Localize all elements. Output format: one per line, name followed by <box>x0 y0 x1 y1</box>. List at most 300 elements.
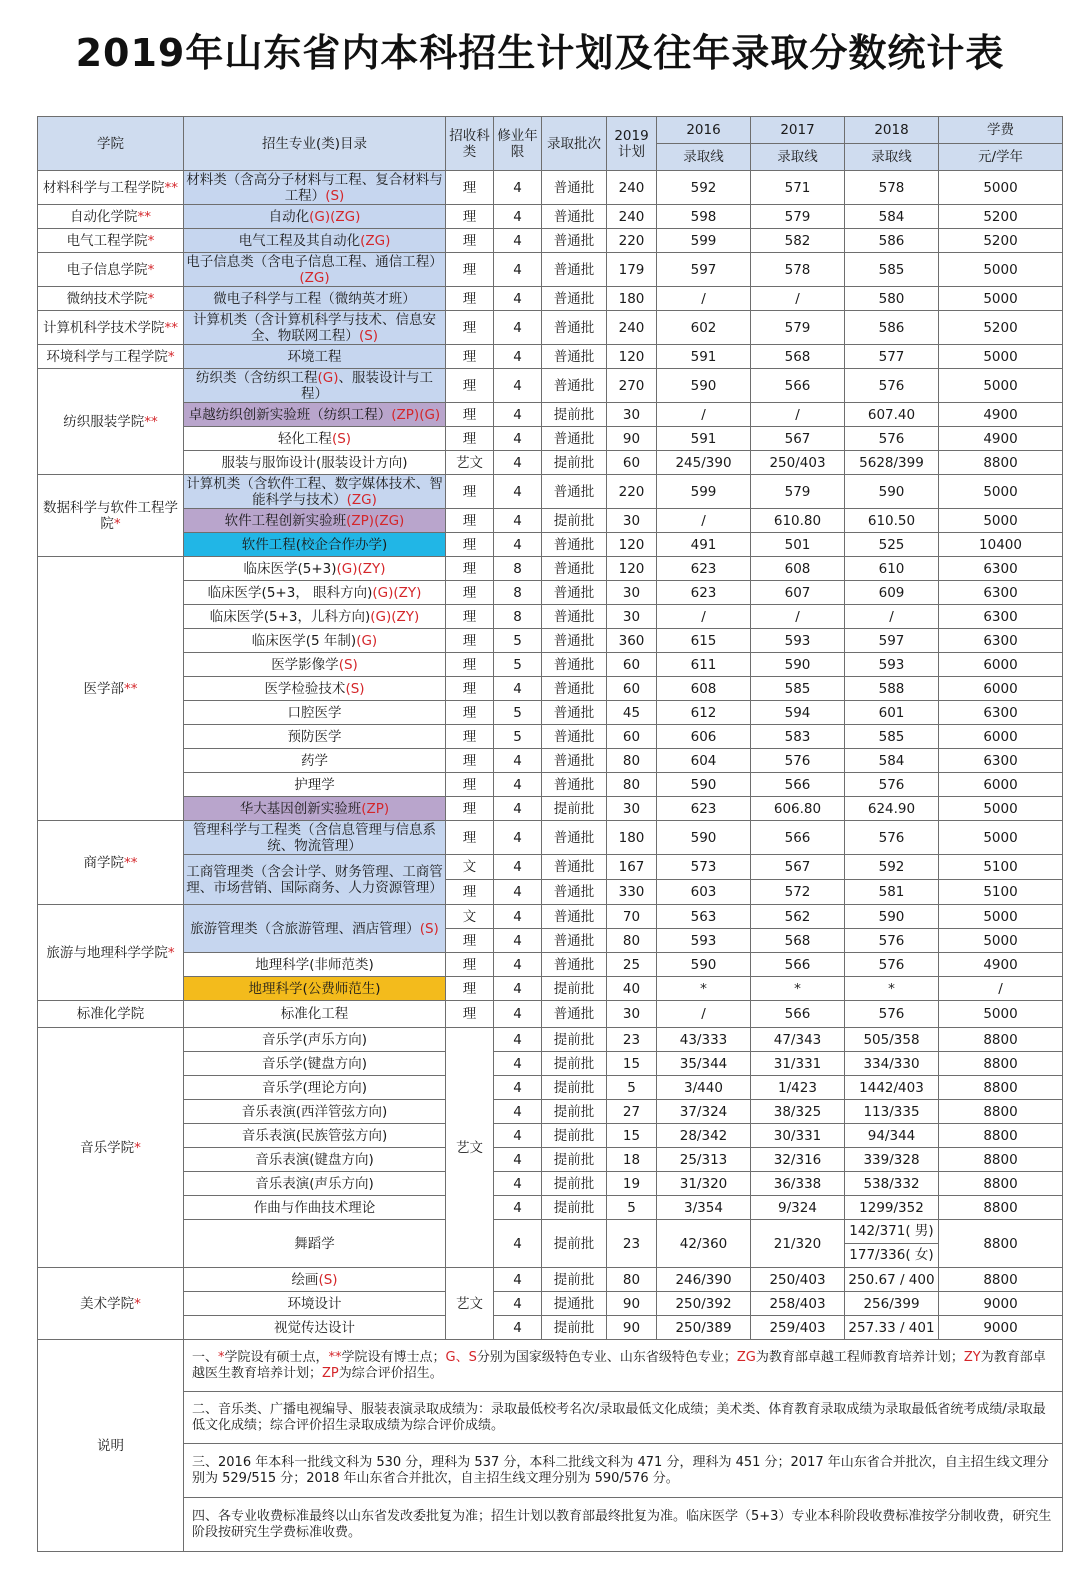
score-2016-cell: 3/440 <box>657 1076 751 1100</box>
table-row <box>38 749 1063 773</box>
score-2017-cell: 1/423 <box>751 1076 845 1100</box>
score-2017-cell: 566 <box>751 369 845 403</box>
score-2016-cell: 606 <box>657 725 751 749</box>
subject-cell: 理 <box>446 773 494 797</box>
score-2016-cell: 42/360 <box>657 1220 751 1268</box>
college-cell: 计算机科学技术学院** <box>38 311 184 345</box>
subject-cell: 艺文 <box>446 451 494 475</box>
table-row <box>38 427 1063 451</box>
score-2018-cell: 257.33 / 401 <box>845 1316 939 1340</box>
score-2016-cell: 590 <box>657 953 751 977</box>
batch-cell: 提通批 <box>542 1292 607 1316</box>
table-row <box>38 1124 1063 1148</box>
years-cell: 4 <box>494 475 542 509</box>
header-plan: 2019计划 <box>607 117 657 171</box>
score-2017-cell: 38/325 <box>751 1100 845 1124</box>
major-cell: 临床医学(5+3，儿科方向)(G)(ZY) <box>184 605 446 629</box>
major-cell: 音乐表演(西洋管弦方向) <box>184 1100 446 1124</box>
score-2016-cell: 608 <box>657 677 751 701</box>
fee-cell: 6000 <box>939 773 1063 797</box>
fee-cell: 5100 <box>939 880 1063 905</box>
major-cell: 临床医学(5+3， 眼科方向)(G)(ZY) <box>184 581 446 605</box>
score-2018-cell: 601 <box>845 701 939 725</box>
note-3: 三、2016 年本科一批线文科为 530 分，理科为 537 分，本科二批线文科为 471 分，理科为 451 分；2017 年山东省合并批次，自主招生线文理分别为 529/515 分；2018 年山东省合并批次，自主招生线文理分别为 590/576 分。 <box>184 1444 1063 1498</box>
batch-cell: 普通批 <box>542 821 607 855</box>
score-2018-cell: 113/335 <box>845 1100 939 1124</box>
score-2016-cell: 246/390 <box>657 1268 751 1292</box>
header-line-2016: 录取线 <box>657 144 751 171</box>
plan-cell: 45 <box>607 701 657 725</box>
years-cell: 4 <box>494 287 542 311</box>
table-row <box>38 509 1063 533</box>
plan-cell: 30 <box>607 509 657 533</box>
header-2017: 2017 <box>751 117 845 144</box>
score-2018-cell: 256/399 <box>845 1292 939 1316</box>
score-2018-cell: 578 <box>845 171 939 205</box>
batch-cell: 普通批 <box>542 475 607 509</box>
college-cell: 旅游与地理科学学院* <box>38 905 184 1001</box>
fee-cell: 6000 <box>939 653 1063 677</box>
score-2017-cell: 593 <box>751 629 845 653</box>
plan-cell: 5 <box>607 1076 657 1100</box>
table-row <box>38 629 1063 653</box>
score-2018-cell: 577 <box>845 345 939 369</box>
major-cell: 音乐学(键盘方向) <box>184 1052 446 1076</box>
score-2016-cell: 599 <box>657 475 751 509</box>
score-2018-cell: 580 <box>845 287 939 311</box>
major-cell: 音乐学(理论方向) <box>184 1076 446 1100</box>
batch-cell: 普通批 <box>542 345 607 369</box>
fee-cell: 8800 <box>939 1172 1063 1196</box>
batch-cell: 普通批 <box>542 701 607 725</box>
score-2018-cell: 610.50 <box>845 509 939 533</box>
batch-cell: 普通批 <box>542 773 607 797</box>
score-2017-cell: 583 <box>751 725 845 749</box>
score-2016-cell: 250/389 <box>657 1316 751 1340</box>
years-cell: 4 <box>494 1124 542 1148</box>
score-2018-cell: 576 <box>845 369 939 403</box>
batch-cell: 提前批 <box>542 1316 607 1340</box>
batch-cell: 普通批 <box>542 205 607 229</box>
table-row <box>38 311 1063 345</box>
batch-cell: 提前批 <box>542 1100 607 1124</box>
subject-cell: 理 <box>446 653 494 677</box>
score-2018-cell: 576 <box>845 773 939 797</box>
batch-cell: 普通批 <box>542 533 607 557</box>
major-cell: 材料类（含高分子材料与工程、复合材料与工程）(S) <box>184 171 446 205</box>
score-2018-cell: 584 <box>845 205 939 229</box>
score-2017-cell: 566 <box>751 821 845 855</box>
score-2016-cell: 592 <box>657 171 751 205</box>
score-2018-cell: 588 <box>845 677 939 701</box>
years-cell: 5 <box>494 725 542 749</box>
plan-cell: 90 <box>607 1316 657 1340</box>
score-2016-cell: 491 <box>657 533 751 557</box>
score-2018-cell: 607.40 <box>845 403 939 427</box>
major-cell: 视觉传达设计 <box>184 1316 446 1340</box>
score-2018-cell: 1299/352 <box>845 1196 939 1220</box>
batch-cell: 普通批 <box>542 287 607 311</box>
major-cell: 旅游管理类（含旅游管理、酒店管理）(S) <box>184 905 446 953</box>
batch-cell: 普通批 <box>542 605 607 629</box>
major-cell: 纺织类（含纺织工程(G)、服装设计与工程） <box>184 369 446 403</box>
fee-cell: 8800 <box>939 1052 1063 1076</box>
score-2017-cell: 590 <box>751 653 845 677</box>
batch-cell: 普通批 <box>542 880 607 905</box>
table-row <box>38 725 1063 749</box>
score-2018-cell: 576 <box>845 821 939 855</box>
plan-cell: 60 <box>607 677 657 701</box>
note-4: 四、各专业收费标准最终以山东省发改委批复为准；招生计划以教育部最终批复为准。临床医学（5+3）专业本科阶段收费标准按学分制收费，研究生阶段按研究生学费标准收费。 <box>184 1498 1063 1552</box>
major-cell: 预防医学 <box>184 725 446 749</box>
plan-cell: 220 <box>607 229 657 253</box>
major-cell: 音乐表演(声乐方向) <box>184 1172 446 1196</box>
years-cell: 4 <box>494 345 542 369</box>
plan-cell: 330 <box>607 880 657 905</box>
table-row <box>38 475 1063 509</box>
score-2017-cell: 585 <box>751 677 845 701</box>
years-cell: 4 <box>494 1052 542 1076</box>
score-2016-cell: 37/324 <box>657 1100 751 1124</box>
years-cell: 4 <box>494 880 542 905</box>
subject-cell: 理 <box>446 581 494 605</box>
score-2017-cell: 608 <box>751 557 845 581</box>
subject-cell: 文 <box>446 855 494 880</box>
score-2018-cell: 590 <box>845 475 939 509</box>
major-cell: 绘画(S) <box>184 1268 446 1292</box>
years-cell: 4 <box>494 977 542 1001</box>
batch-cell: 提前批 <box>542 509 607 533</box>
plan-cell: 80 <box>607 773 657 797</box>
table-row <box>38 821 1063 855</box>
years-cell: 4 <box>494 797 542 821</box>
major-cell: 地理科学(公费师范生) <box>184 977 446 1001</box>
score-2018-cell: 538/332 <box>845 1172 939 1196</box>
table-row <box>38 1292 1063 1316</box>
score-2016-cell: 602 <box>657 311 751 345</box>
score-2016-cell: 563 <box>657 905 751 929</box>
plan-cell: 80 <box>607 749 657 773</box>
batch-cell: 普通批 <box>542 171 607 205</box>
score-2016-cell: / <box>657 287 751 311</box>
plan-cell: 30 <box>607 403 657 427</box>
years-cell: 4 <box>494 253 542 287</box>
years-cell: 4 <box>494 1268 542 1292</box>
score-2018-cell: 576 <box>845 427 939 451</box>
note-1: 一、*学院设有硕士点，**学院设有博士点；G、S分别为国家级特色专业、山东省级特色专业；ZG为教育部卓越工程师教育培养计划；ZY为教育部卓越医生教育培养计划；ZP为综合评价招生。 <box>184 1340 1063 1392</box>
batch-cell: 提前批 <box>542 1052 607 1076</box>
subject-cell: 理 <box>446 749 494 773</box>
table-row <box>38 797 1063 821</box>
plan-cell: 179 <box>607 253 657 287</box>
score-2017-cell: 36/338 <box>751 1172 845 1196</box>
score-2017-cell: 32/316 <box>751 1148 845 1172</box>
score-2016-cell: 245/390 <box>657 451 751 475</box>
score-2018-cell: 576 <box>845 953 939 977</box>
plan-cell: 23 <box>607 1028 657 1052</box>
fee-cell: 5200 <box>939 229 1063 253</box>
major-cell: 作曲与作曲技术理论 <box>184 1196 446 1220</box>
major-cell: 工商管理类（含会计学、财务管理、工商管理、市场营销、国际商务、人力资源管理） <box>184 855 446 905</box>
years-cell: 4 <box>494 403 542 427</box>
score-2016-cell: 35/344 <box>657 1052 751 1076</box>
score-2016-cell: 591 <box>657 427 751 451</box>
plan-cell: 167 <box>607 855 657 880</box>
batch-cell: 提前批 <box>542 1028 607 1052</box>
plan-cell: 25 <box>607 953 657 977</box>
score-2017-cell: 607 <box>751 581 845 605</box>
plan-cell: 40 <box>607 977 657 1001</box>
score-2018-cell: * <box>845 977 939 1001</box>
score-2016-cell: 31/320 <box>657 1172 751 1196</box>
score-2018-cell: 593 <box>845 653 939 677</box>
score-2017-cell: 610.80 <box>751 509 845 533</box>
plan-cell: 220 <box>607 475 657 509</box>
score-2016-cell: 593 <box>657 929 751 953</box>
major-cell: 华大基因创新实验班(ZP) <box>184 797 446 821</box>
college-cell: 医学部** <box>38 557 184 821</box>
major-cell: 管理科学与工程类（含信息管理与信息系统、物流管理） <box>184 821 446 855</box>
score-2018-cell: 586 <box>845 229 939 253</box>
score-2017-cell: 579 <box>751 205 845 229</box>
batch-cell: 普通批 <box>542 369 607 403</box>
subject-cell: 理 <box>446 821 494 855</box>
fee-cell: 4900 <box>939 427 1063 451</box>
years-cell: 4 <box>494 1172 542 1196</box>
major-cell: 卓越纺织创新实验班（纺织工程）(ZP)(G) <box>184 403 446 427</box>
batch-cell: 普通批 <box>542 629 607 653</box>
college-cell: 自动化学院** <box>38 205 184 229</box>
fee-cell: 6300 <box>939 701 1063 725</box>
table-row <box>38 451 1063 475</box>
batch-cell: 提前批 <box>542 1196 607 1220</box>
fee-cell: 10400 <box>939 533 1063 557</box>
subject-cell: 理 <box>446 953 494 977</box>
score-2018-cell: 609 <box>845 581 939 605</box>
subject-cell: 理 <box>446 629 494 653</box>
plan-cell: 270 <box>607 369 657 403</box>
score-2016-cell: 623 <box>657 557 751 581</box>
major-cell: 音乐表演(键盘方向) <box>184 1148 446 1172</box>
fee-cell: 8800 <box>939 1148 1063 1172</box>
score-2018-cell: 592 <box>845 855 939 880</box>
batch-cell: 普通批 <box>542 725 607 749</box>
years-cell: 4 <box>494 229 542 253</box>
college-cell: 美术学院* <box>38 1268 184 1340</box>
score-2016-cell: 615 <box>657 629 751 653</box>
fee-cell: 6300 <box>939 605 1063 629</box>
college-cell: 音乐学院* <box>38 1028 184 1268</box>
subject-cell: 艺文 <box>446 1028 494 1268</box>
major-cell: 微电子科学与工程（微纳英才班） <box>184 287 446 311</box>
years-cell: 4 <box>494 677 542 701</box>
score-2018-cell: 334/330 <box>845 1052 939 1076</box>
years-cell: 4 <box>494 1316 542 1340</box>
table-row <box>38 557 1063 581</box>
plan-cell: 19 <box>607 1172 657 1196</box>
score-2018-cell: 1442/403 <box>845 1076 939 1100</box>
score-2016-cell: 250/392 <box>657 1292 751 1316</box>
score-2017-cell: 566 <box>751 773 845 797</box>
subject-cell: 理 <box>446 701 494 725</box>
years-cell: 4 <box>494 205 542 229</box>
score-2017-cell: 606.80 <box>751 797 845 821</box>
score-2017-cell: / <box>751 403 845 427</box>
subject-cell: 理 <box>446 475 494 509</box>
fee-cell: 6000 <box>939 677 1063 701</box>
plan-cell: 240 <box>607 311 657 345</box>
plan-cell: 80 <box>607 1268 657 1292</box>
table-row <box>38 1076 1063 1100</box>
score-2017-cell: 259/403 <box>751 1316 845 1340</box>
fee-cell: 8800 <box>939 1124 1063 1148</box>
table-row <box>38 229 1063 253</box>
major-cell: 药学 <box>184 749 446 773</box>
fee-cell: 5000 <box>939 797 1063 821</box>
college-cell: 微纳技术学院* <box>38 287 184 311</box>
score-2017-cell: 594 <box>751 701 845 725</box>
score-2017-cell: 30/331 <box>751 1124 845 1148</box>
table-row <box>38 369 1063 403</box>
years-cell: 4 <box>494 311 542 345</box>
score-2018-cell: 624.90 <box>845 797 939 821</box>
batch-cell: 普通批 <box>542 253 607 287</box>
plan-cell: 240 <box>607 205 657 229</box>
fee-cell: 5000 <box>939 1001 1063 1028</box>
years-cell: 4 <box>494 905 542 929</box>
fee-cell: 8800 <box>939 1268 1063 1292</box>
subject-cell: 理 <box>446 345 494 369</box>
table-row <box>38 1220 1063 1268</box>
major-cell: 医学影像学(S) <box>184 653 446 677</box>
score-2016-cell: 591 <box>657 345 751 369</box>
major-cell: 软件工程创新实验班(ZP)(ZG) <box>184 509 446 533</box>
score-2016-cell: 599 <box>657 229 751 253</box>
years-cell: 4 <box>494 1100 542 1124</box>
major-cell: 环境工程 <box>184 345 446 369</box>
fee-cell: 5000 <box>939 287 1063 311</box>
score-2018-cell: 505/358 <box>845 1028 939 1052</box>
score-2017-cell: / <box>751 287 845 311</box>
subject-cell: 理 <box>446 977 494 1001</box>
table-row <box>38 653 1063 677</box>
major-cell: 医学检验技术(S) <box>184 677 446 701</box>
header-line-2017: 录取线 <box>751 144 845 171</box>
batch-cell: 提前批 <box>542 1172 607 1196</box>
major-cell: 舞蹈学 <box>184 1220 446 1268</box>
fee-cell: 5000 <box>939 475 1063 509</box>
score-2016-cell: 612 <box>657 701 751 725</box>
score-2017-cell: 568 <box>751 345 845 369</box>
years-cell: 8 <box>494 605 542 629</box>
score-male: 142/371( 男) <box>845 1220 938 1244</box>
major-cell: 软件工程(校企合作办学) <box>184 533 446 557</box>
batch-cell: 提前批 <box>542 1220 607 1268</box>
plan-cell: 240 <box>607 171 657 205</box>
table-row <box>38 403 1063 427</box>
score-2017-cell: 9/324 <box>751 1196 845 1220</box>
plan-cell: 30 <box>607 605 657 629</box>
score-2016-cell: 28/342 <box>657 1124 751 1148</box>
subject-cell: 理 <box>446 533 494 557</box>
fee-cell: 5000 <box>939 905 1063 929</box>
subject-cell: 理 <box>446 205 494 229</box>
score-2018-cell: 525 <box>845 533 939 557</box>
plan-cell: 30 <box>607 581 657 605</box>
subject-cell: 艺文 <box>446 1268 494 1340</box>
score-female: 177/336( 女) <box>849 1247 934 1263</box>
years-cell: 4 <box>494 1076 542 1100</box>
batch-cell: 提前批 <box>542 797 607 821</box>
plan-cell: 27 <box>607 1100 657 1124</box>
score-2017-cell: 582 <box>751 229 845 253</box>
fee-cell: 5000 <box>939 509 1063 533</box>
table-row <box>38 253 1063 287</box>
fee-cell: 8800 <box>939 1076 1063 1100</box>
table-row <box>38 701 1063 725</box>
major-cell: 护理学 <box>184 773 446 797</box>
major-cell: 口腔医学 <box>184 701 446 725</box>
years-cell: 5 <box>494 701 542 725</box>
batch-cell: 提前批 <box>542 451 607 475</box>
table-row <box>38 287 1063 311</box>
years-cell: 8 <box>494 581 542 605</box>
score-2017-cell: 579 <box>751 311 845 345</box>
batch-cell: 提前批 <box>542 1124 607 1148</box>
table-row <box>38 855 1063 880</box>
score-2018-cell: 5628/399 <box>845 451 939 475</box>
table-row <box>38 1148 1063 1172</box>
score-2017-cell: 571 <box>751 171 845 205</box>
score-2016-cell: 43/333 <box>657 1028 751 1052</box>
fee-cell: 5000 <box>939 345 1063 369</box>
years-cell: 4 <box>494 533 542 557</box>
batch-cell: 普通批 <box>542 953 607 977</box>
years-cell: 4 <box>494 1148 542 1172</box>
fee-cell: 8800 <box>939 1028 1063 1052</box>
score-2017-cell: 562 <box>751 905 845 929</box>
major-cell: 环境设计 <box>184 1292 446 1316</box>
fee-cell: / <box>939 977 1063 1001</box>
plan-cell: 120 <box>607 345 657 369</box>
header-college: 学院 <box>38 117 184 171</box>
subject-cell: 理 <box>446 229 494 253</box>
header-batch: 录取批次 <box>542 117 607 171</box>
table-row <box>38 533 1063 557</box>
years-cell: 4 <box>494 171 542 205</box>
header-subject: 招收科类 <box>446 117 494 171</box>
fee-cell: 8800 <box>939 1100 1063 1124</box>
score-2017-cell: 572 <box>751 880 845 905</box>
score-2018-cell: 584 <box>845 749 939 773</box>
subject-cell: 理 <box>446 509 494 533</box>
table-row <box>38 953 1063 977</box>
plan-cell: 5 <box>607 1196 657 1220</box>
fee-cell: 8800 <box>939 451 1063 475</box>
batch-cell: 普通批 <box>542 905 607 929</box>
fee-cell: 5200 <box>939 205 1063 229</box>
score-2016-cell: / <box>657 605 751 629</box>
plan-cell: 360 <box>607 629 657 653</box>
note-2: 二、音乐类、广播电视编导、服装表演录取成绩为：录取最低校考名次/录取最低文化成绩；美术类、体育教育录取成绩为录取最低省统考成绩/录取最低文化成绩；综合评价招生录取成绩为综合评价成绩。 <box>184 1392 1063 1444</box>
score-2017-cell: 579 <box>751 475 845 509</box>
college-cell: 电子信息学院* <box>38 253 184 287</box>
score-2017-cell: 578 <box>751 253 845 287</box>
fee-cell: 5000 <box>939 253 1063 287</box>
header-2016: 2016 <box>657 117 751 144</box>
table-row <box>38 1268 1063 1292</box>
notes-row <box>38 1444 1063 1498</box>
